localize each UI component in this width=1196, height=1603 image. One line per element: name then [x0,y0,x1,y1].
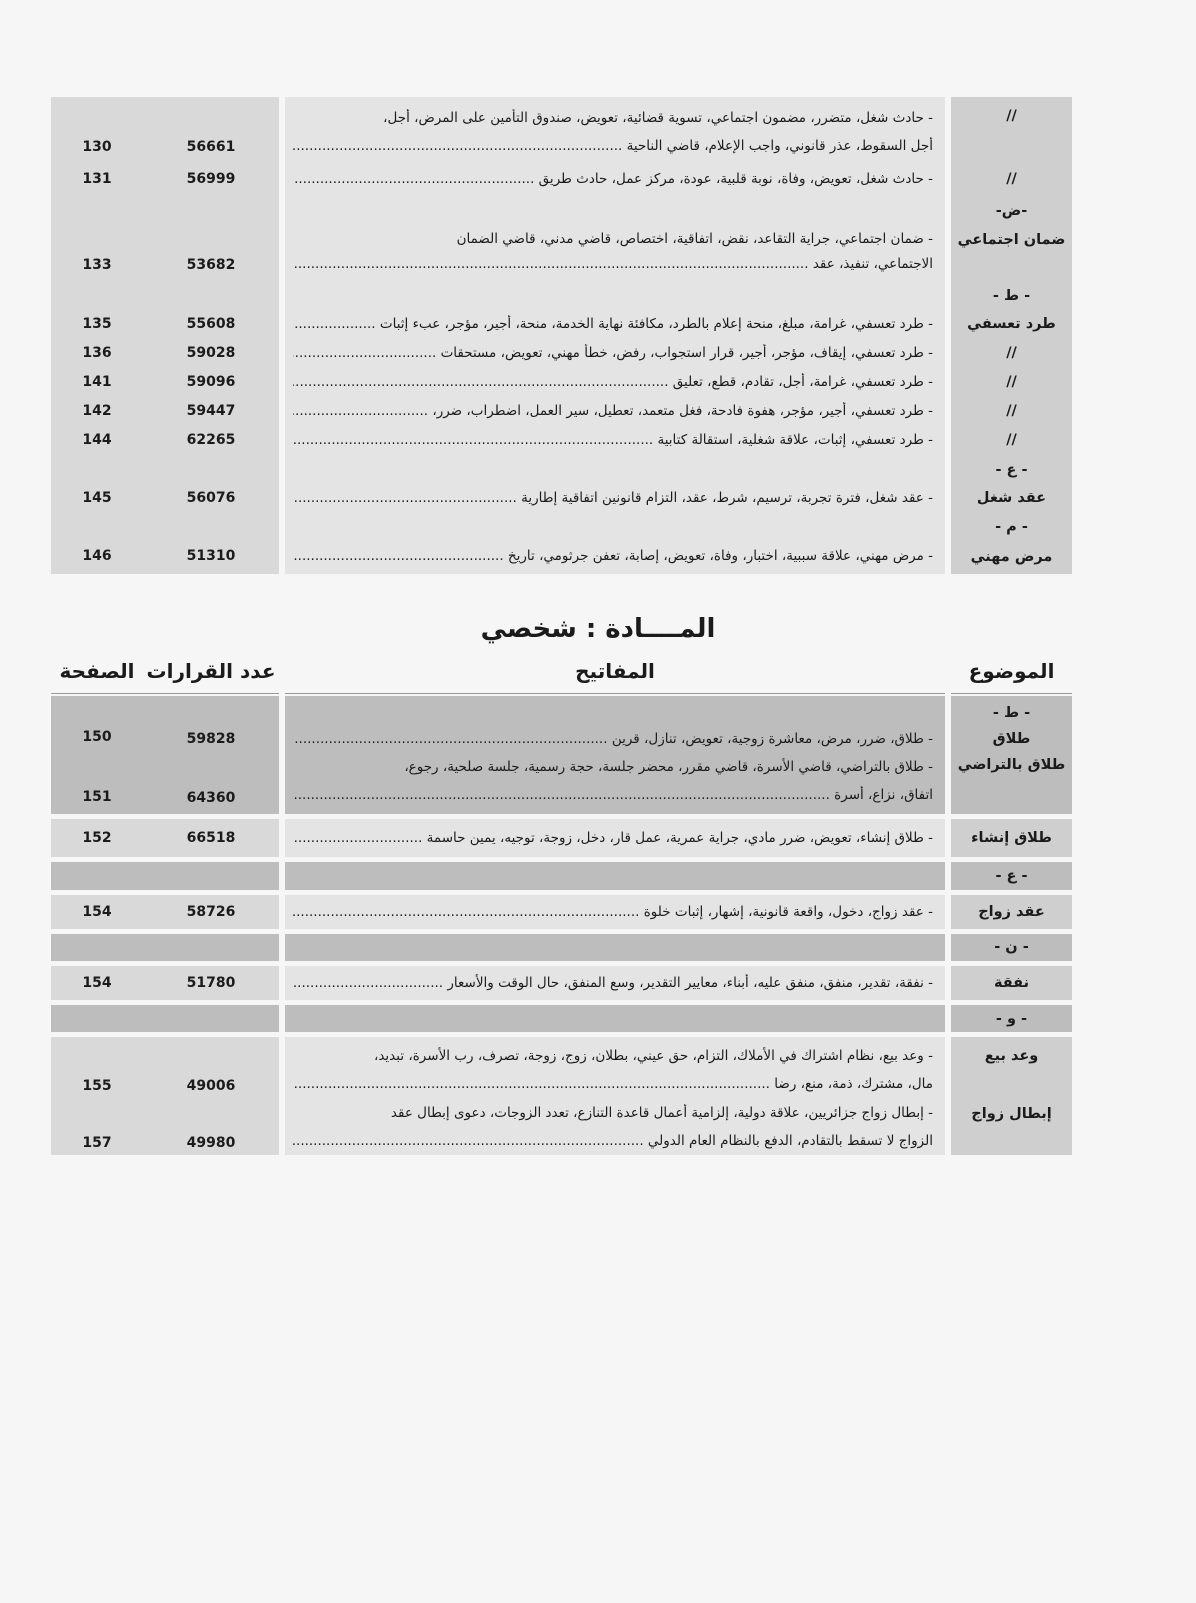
section-letter: - ط - [992,288,1031,304]
page-number: 145 [82,490,112,506]
decision-count: 51780 [186,975,236,991]
keywords-line: الاجتماعي، تنفيذ، عقد [812,256,933,272]
section-letter: - م - [995,519,1028,535]
page-number: 150 [82,729,112,745]
keywords-line: - عقد شغل، فترة تجربة، ترسيم، شرط، عقد، التزام قانونين اتفاقية إطارية [521,490,933,506]
keywords-line: - طرد تعسفي، إيقاف، مؤجر، أجير، قرار استجواب، رفض، خطأ مهني، تعويض، مستحقات [440,345,933,361]
table-row [51,696,1072,814]
header-keywords: المفاتيح [285,648,945,694]
section-letter: - ط - [992,705,1031,721]
header-count: عدد القرارات [143,648,279,694]
keywords-line: - حادث شغل، تعويض، وفاة، نوبة قلبية، عودة، مركز عمل، حادث طريق [538,171,933,187]
decision-count: 58726 [186,904,236,920]
header-page: الصفحة [51,648,143,694]
keywords-line: - طرد تعسفي، أجير، مؤجر، هفوة فادحة، فغل متعمد، تعطيل، سير العمل، اضطراب، ضرر، [432,403,933,419]
decision-count: 62265 [186,432,236,448]
keywords-line: اتفاق، نزاع، أسرة [834,787,933,803]
keywords-line: - نفقة، تقدير، منفق، منفق عليه، أبناء، معايير التقدير، وسع المنفق، حال الوقت والأسعار [447,975,933,991]
table-header [51,648,1072,694]
topic-label: عقد شغل [976,490,1047,506]
page-number: 135 [82,316,112,332]
keywords-line: - طلاق، ضرر، مرض، معاشرة زوجية، تعويض، تنازل، قرين [611,731,933,747]
page-number: 154 [82,975,112,991]
page-number: 154 [82,904,112,920]
page-number: 142 [82,403,112,419]
section-letter: -ض- [995,203,1028,219]
topic-label: // [1006,345,1017,361]
keywords-line: أجل السقوط، عذر قانوني، واجب الإعلام، قاضي الناحية [626,138,933,154]
keywords-line: - طلاق إنشاء، تعويض، ضرر مادي، جراية عمرية، عمل قار، دخل، زوجة، توجيه، يمين حاسمة [426,830,933,846]
topic-label: // [1006,171,1017,187]
decision-count: 59447 [186,403,236,419]
topic-label: مرض مهني [970,549,1053,565]
keywords-line: - ضمان اجتماعي، جراية التقاعد، نقض، اتفاقية، اختصاص، قاضي مدني، قاضي الضمان [456,231,933,247]
table-row [51,513,1072,574]
table-row [51,339,1072,368]
topic-label: إبطال زواج [971,1106,1052,1122]
decision-count: 59028 [186,345,236,361]
page-number: 157 [82,1135,112,1151]
table-row [51,1037,1072,1155]
decision-count: 56661 [186,139,236,155]
topic-label: طرد تعسفي [967,316,1056,332]
decision-count: 66518 [186,830,236,846]
table-row [51,966,1072,1000]
topic-label: // [1006,432,1017,448]
decision-count: 56999 [186,171,236,187]
page-number: 141 [82,374,112,390]
table-row [51,862,1072,890]
page-number: 151 [82,789,112,805]
decision-count: 49006 [186,1078,236,1094]
page-number: 136 [82,345,112,361]
topic-label: طلاق [992,731,1031,747]
section-title: المــــادة : شخصي [480,614,716,644]
page-number: 155 [82,1078,112,1094]
header-topic: الموضوع [951,648,1072,694]
table-row [51,397,1072,426]
keywords-line: - طلاق بالتراضي، قاضي الأسرة، قاضي مقرر، محضر جلسة، حجة رسمية، جلسة صلحية، رجوع، [404,759,933,775]
topic-label: نفقة [993,975,1030,991]
table-row [51,895,1072,929]
decision-count: 56076 [186,490,236,506]
decision-count: 59828 [186,731,236,747]
page-number: 130 [82,139,112,155]
topic-label: وعد بيع [984,1048,1039,1064]
decision-count: 49980 [186,1135,236,1151]
keywords-line: - وعد بيع، نظام اشتراك في الأملاك، التزام، حق عيني، بطلان، زوج، زوجة، تصرف، رب الأسرة، تبديد، [373,1048,933,1064]
page-number: 146 [82,548,112,564]
keywords-line: - حادث شغل، متضرر، مضمون اجتماعي، تسوية قضائية، تعويض، صندوق التأمين على المرض، أجل، [383,110,933,126]
table-row [51,195,1072,283]
topic-label: طلاق بالتراضي [957,757,1066,773]
topic-label: // [1006,403,1017,419]
table-row [51,283,1072,339]
table-row [51,167,1072,195]
table-row [51,1005,1072,1032]
decision-count: 55608 [186,316,236,332]
section-letter: - و - [995,1011,1028,1027]
table-personal [51,696,1072,1155]
decision-count: 53682 [186,257,236,273]
keywords-line: - طرد تعسفي، إثبات، علاقة شغلية، استقالة كتابية [657,432,933,448]
decision-count: 51310 [186,548,236,564]
table-row [51,97,1072,167]
decision-count: 64360 [186,790,236,806]
topic-label: ضمان اجتماعي [957,232,1066,248]
page-number: 152 [82,830,112,846]
table-labor [51,97,1072,574]
page-number: 144 [82,432,112,448]
topic-label: طلاق إنشاء [971,830,1052,846]
table-row [51,426,1072,455]
page-number: 131 [82,171,112,187]
table-row [51,368,1072,397]
keywords-line: - طرد تعسفي، غرامة، أجل، تقادم، قطع، تعليق [672,374,933,390]
keywords-line: - مرض مهني، علاقة سببية، اختبار، وفاة، تعويض، إصابة، تعفن جرثومي، تاريخ [507,548,933,564]
keywords-line: مال، مشترك، ذمة، منع، رضا [774,1076,933,1092]
section-letter: - ن - [994,939,1029,955]
table-row [51,934,1072,961]
keywords-line: - عقد زواج، دخول، واقعة قانونية، إشهار، إثبات خلوة [643,904,933,920]
page-number: 133 [82,257,112,273]
keywords-line: - طرد تعسفي، غرامة، مبلغ، منحة إعلام بالطرد، مكافئة نهاية الخدمة، منحة، أجير، مؤجر، عبء إثبات [379,316,933,332]
section-letter: - ع - [995,462,1028,478]
section-letter: - ع - [995,868,1028,884]
topic-label: // [1006,108,1017,124]
keywords-line: الزواج لا تسقط بالتقادم، الدفع بالنظام العام الدولي [647,1133,933,1149]
topic-label: // [1006,374,1017,390]
topic-label: عقد زواج [978,904,1045,920]
table-row [51,819,1072,857]
table-row [51,455,1072,513]
decision-count: 59096 [186,374,236,390]
keywords-line: - إبطال زواج جزائريين، علاقة دولية، إلزامية أعمال قاعدة التنازع، تعدد الزوجات، دعوى إبطال عقد [390,1105,933,1121]
